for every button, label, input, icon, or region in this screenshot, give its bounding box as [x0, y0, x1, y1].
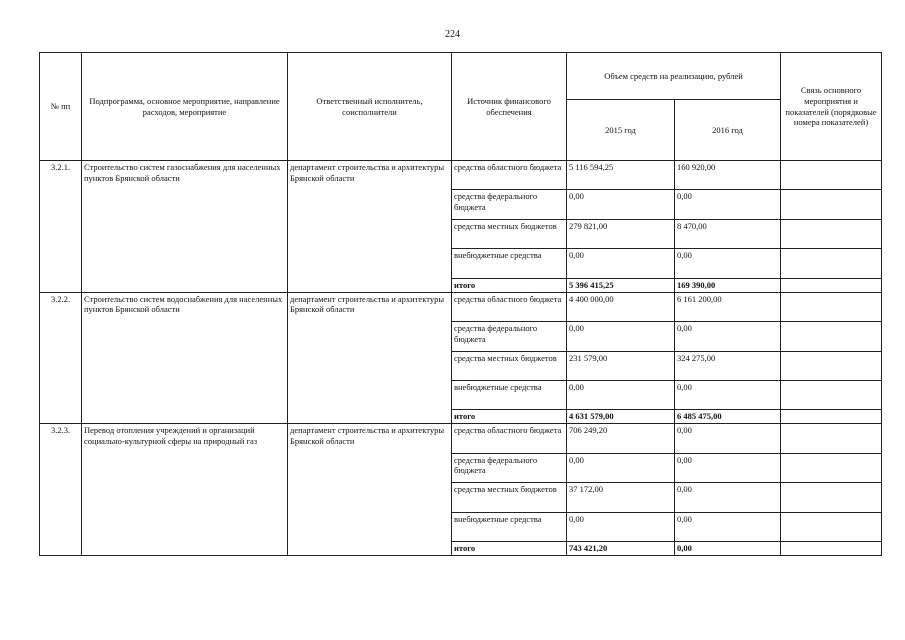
amount-2016: 0,00 — [675, 190, 781, 219]
source-cell: внебюджетные средства — [452, 249, 567, 278]
section-number: 3.2.1. — [40, 161, 82, 293]
amount-2016: 0,00 — [675, 512, 781, 541]
header-year-2016: 2016 год — [675, 100, 781, 161]
amount-2016: 0,00 — [675, 322, 781, 351]
amount-2015: 0,00 — [567, 381, 675, 410]
section-name: Строительство систем водоснабжения для населенных пунктов Брянской области — [82, 292, 288, 424]
total-2015: 5 396 415,25 — [567, 278, 675, 292]
source-cell: средства федерального бюджета — [452, 453, 567, 482]
amount-2015: 0,00 — [567, 190, 675, 219]
link-cell — [781, 278, 882, 292]
source-cell: средства местных бюджетов — [452, 483, 567, 512]
amount-2016: 8 470,00 — [675, 219, 781, 248]
source-cell: внебюджетные средства — [452, 512, 567, 541]
total-2016: 0,00 — [675, 542, 781, 556]
header-year-2015: 2015 год — [567, 100, 675, 161]
amount-2016: 6 161 200,00 — [675, 292, 781, 321]
amount-2016: 160 920,00 — [675, 161, 781, 190]
table-row — [40, 424, 882, 453]
link-cell — [781, 351, 882, 380]
amount-2016: 0,00 — [675, 483, 781, 512]
link-cell — [781, 161, 882, 190]
total-2016: 6 485 475,00 — [675, 410, 781, 424]
amount-2016: 324 275,00 — [675, 351, 781, 380]
source-cell: внебюджетные средства — [452, 381, 567, 410]
section-name: Перевод отопления учреждений и организаций социально-культурной сферы на природный газ — [82, 424, 288, 556]
section-executor: департамент строительства и архитектуры Брянской области — [288, 292, 452, 424]
header-source: Источник финансового обеспечения — [452, 53, 567, 161]
section-name: Строительство систем газоснабжения для населенных пунктов Брянской области — [82, 161, 288, 293]
source-cell: средства областного бюджета — [452, 161, 567, 190]
header-volume: Объем средств на реализацию, рублей — [567, 53, 781, 100]
amount-2015: 0,00 — [567, 512, 675, 541]
section-executor: департамент строительства и архитектуры Брянской области — [288, 424, 452, 556]
source-cell: средства областного бюджета — [452, 292, 567, 321]
header-executor: Ответственный исполнитель, соисполнители — [288, 53, 452, 161]
header-num: № пп — [40, 53, 82, 161]
source-cell: средства федерального бюджета — [452, 190, 567, 219]
amount-2016: 0,00 — [675, 249, 781, 278]
amount-2015: 4 400 000,00 — [567, 292, 675, 321]
link-cell — [781, 512, 882, 541]
budget-table — [39, 52, 882, 556]
link-cell — [781, 453, 882, 482]
link-cell — [781, 292, 882, 321]
amount-2016: 0,00 — [675, 453, 781, 482]
source-total: итого — [452, 542, 567, 556]
link-cell — [781, 483, 882, 512]
amount-2016: 0,00 — [675, 424, 781, 453]
source-cell: средства местных бюджетов — [452, 219, 567, 248]
page-number: 224 — [445, 29, 460, 40]
header-link: Связь основного мероприятия и показателей (порядковые номера показателей) — [781, 53, 882, 161]
section-number: 3.2.2. — [40, 292, 82, 424]
link-cell — [781, 249, 882, 278]
section-executor: департамент строительства и архитектуры Брянской области — [288, 161, 452, 293]
source-cell: средства федерального бюджета — [452, 322, 567, 351]
source-total: итого — [452, 410, 567, 424]
total-2015: 4 631 579,00 — [567, 410, 675, 424]
table-row — [40, 161, 882, 190]
amount-2015: 0,00 — [567, 322, 675, 351]
amount-2015: 0,00 — [567, 249, 675, 278]
total-2015: 743 421,20 — [567, 542, 675, 556]
total-2016: 169 390,00 — [675, 278, 781, 292]
amount-2015: 0,00 — [567, 453, 675, 482]
section-number: 3.2.3. — [40, 424, 82, 556]
source-total: итого — [452, 278, 567, 292]
amount-2015: 37 172,00 — [567, 483, 675, 512]
link-cell — [781, 322, 882, 351]
link-cell — [781, 410, 882, 424]
amount-2015: 5 116 594,25 — [567, 161, 675, 190]
table-row — [40, 292, 882, 321]
header-program: Подпрограмма, основное мероприятие, направление расходов, мероприятие — [82, 53, 288, 161]
amount-2015: 231 579,00 — [567, 351, 675, 380]
amount-2015: 706 249,20 — [567, 424, 675, 453]
link-cell — [781, 424, 882, 453]
link-cell — [781, 190, 882, 219]
link-cell — [781, 542, 882, 556]
link-cell — [781, 219, 882, 248]
source-cell: средства областного бюджета — [452, 424, 567, 453]
link-cell — [781, 381, 882, 410]
amount-2016: 0,00 — [675, 381, 781, 410]
amount-2015: 279 821,00 — [567, 219, 675, 248]
source-cell: средства местных бюджетов — [452, 351, 567, 380]
